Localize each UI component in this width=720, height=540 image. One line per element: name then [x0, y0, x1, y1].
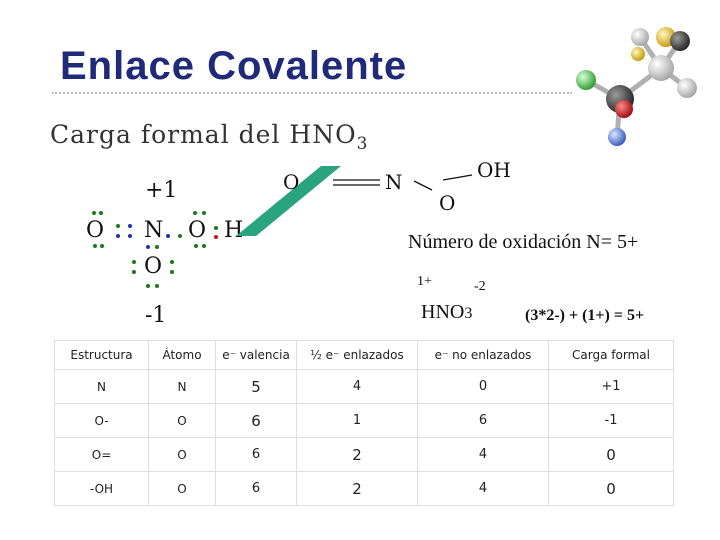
header-no-enlazados: e⁻ no enlazados — [418, 341, 549, 370]
table-row — [55, 370, 674, 404]
cell-no-enlazados: 0 — [418, 370, 549, 404]
cell-enlazados: 4 — [297, 370, 418, 404]
cell-atomo: O — [149, 472, 216, 506]
cell-valencia: 6 — [216, 404, 297, 438]
lewis-atom-o-bottom: O — [144, 254, 163, 279]
lewis-atom-o-right: O — [188, 218, 207, 243]
oxidation-statement: Número de oxidación N= 5+ — [408, 231, 639, 253]
cell-estructura: N — [55, 370, 149, 404]
o-charge-label: -2 — [474, 279, 486, 294]
cell-carga-formal: 0 — [549, 472, 674, 506]
formal-charge-table — [54, 340, 674, 506]
lewis-atom-o-left: O — [86, 218, 105, 243]
table-row — [55, 472, 674, 506]
formula-subscript: 3 — [464, 305, 473, 322]
header-enlazados: ½ e⁻ enlazados — [297, 341, 418, 370]
cell-carga-formal: 0 — [549, 438, 674, 472]
header-carga-formal: Carga formal — [549, 341, 674, 370]
table-row — [55, 438, 674, 472]
structure-atom-n: N — [385, 170, 403, 194]
cell-valencia: 5 — [216, 370, 297, 404]
cell-atomo: N — [149, 370, 216, 404]
subtitle-subscript: 3 — [356, 134, 369, 154]
cell-no-enlazados: 6 — [418, 404, 549, 438]
header-valencia: e⁻ valencia — [216, 341, 297, 370]
formula-main: HNO — [421, 301, 465, 323]
cell-valencia: 6 — [216, 438, 297, 472]
cell-valencia: 6 — [216, 472, 297, 506]
cell-carga-formal: -1 — [549, 404, 674, 438]
cell-enlazados: 2 — [297, 438, 418, 472]
table-row — [55, 404, 674, 438]
header-estructura: Estructura — [55, 341, 149, 370]
lewis-minus-label: -1 — [145, 303, 167, 328]
structural-bonds — [0, 0, 720, 260]
formula-hno3 — [421, 301, 472, 324]
cell-atomo: O — [149, 438, 216, 472]
lewis-atom-h: H — [224, 218, 244, 243]
cell-estructura: O- — [55, 404, 149, 438]
cell-enlazados: 1 — [297, 404, 418, 438]
lewis-plus-label: +1 — [145, 178, 178, 203]
header-atomo: Átomo — [149, 341, 216, 370]
subtitle-text: Carga formal del HNO — [50, 120, 357, 149]
cell-no-enlazados: 4 — [418, 472, 549, 506]
structure-oh-group: OH — [477, 158, 511, 182]
cell-carga-formal: +1 — [549, 370, 674, 404]
cell-enlazados: 2 — [297, 472, 418, 506]
cell-estructura: O= — [55, 438, 149, 472]
cell-no-enlazados: 4 — [418, 438, 549, 472]
structure-atom-o-top: O — [283, 170, 300, 194]
structure-atom-o-low: O — [439, 191, 456, 215]
cell-estructura: -OH — [55, 472, 149, 506]
table-header-row — [55, 341, 674, 370]
lewis-atom-n: N — [144, 218, 164, 243]
oxidation-equation: (3*2-) + (1+) = 5+ — [525, 307, 645, 324]
slide-title: Enlace Covalente — [60, 44, 408, 88]
cell-atomo: O — [149, 404, 216, 438]
h-charge-label: 1+ — [417, 274, 432, 289]
